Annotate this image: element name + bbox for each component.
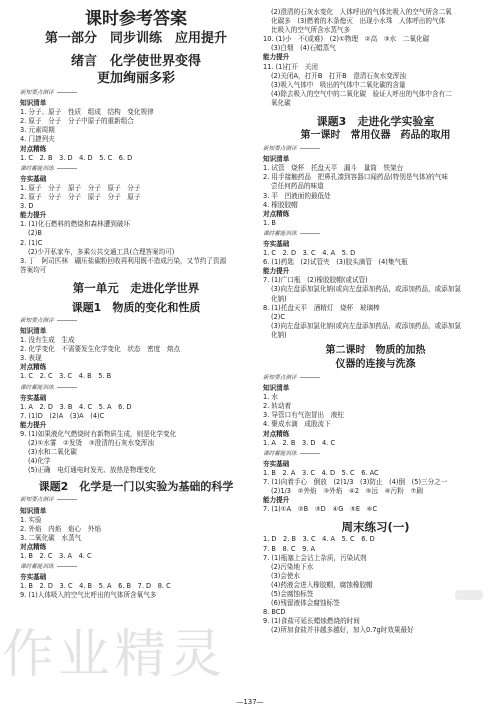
section-heading: 第一部分 同步训练 应用提升 [44,31,227,46]
answer-line: (2)①水雾 ②发烫 ③澄清的石灰水变浑浊 [28,439,154,448]
answer-line: (3)水和二氧化碳 [28,448,77,457]
answer-line: (2)1/3 ②外焰 ③外焰 ④2 ⑤远 ⑥污粉 ⑦刷 [271,487,423,496]
answer-line: 氧化碳 [271,98,291,107]
section-banner: 课时蓄能训练 [20,384,252,393]
banner-rule [300,148,320,149]
answer-line: 7. (1)向着手心 倒放 (2)1/3 (3)防止 (4)倒 (5)三分之一 [263,478,448,487]
answer-line: 1. B 2. A 3. C 4. D 5. C 6. AC [263,468,379,477]
answer-line: 4. 门捷列夫 [20,135,55,144]
answer-line: 1. C 2. B 3. D 4. D 5. C 6. D [20,153,133,162]
subsection-label: 知识清单 [263,384,290,393]
banner-rule [57,387,77,388]
answer-line: 1. 没有生成 生成 [20,336,75,345]
answer-line: 1. C 2. C 3. C 4. B 5. B [20,372,112,381]
answer-line: 7. (1)瓶塞上会沾上杂质，污染试剂 [263,553,367,562]
subsection-label: 知识清单 [20,326,47,335]
subsection-label: 知识清单 [20,506,47,515]
answer-line: 11. (1)打开 关闭 [263,62,318,71]
answer-line: 尝任何药品的味道 [271,182,324,191]
banner-rule [57,92,77,93]
section-banner: 课时蓄能训练 [263,450,488,459]
answer-line: (4)除去吸入的空气中的二氧化碳 验证人呼出的气体中含有二 [271,89,452,98]
section-heading: 周末练习(一) [341,520,410,535]
answer-line: (5)正确 电灯通电时发光、放热是物理变化 [28,466,157,475]
answer-line: (3)向左盘添加氯化钠(或向左盘添加药品，或添加药品，或添加氯 [271,321,461,330]
answer-line: 化钠) [271,294,287,303]
section-banner: 新知要点测评 [263,374,488,383]
answer-line: 3. 二氧化碳 水蒸气 [20,533,82,542]
section-heading: 第一单元 走进化学世界 [72,280,200,295]
answer-line: 3. 表现 [20,354,42,363]
left-column [20,8,252,601]
section-heading: 仪器的连接与洗涤 [335,359,416,370]
answer-line: 1. A 2. B 3. D 4. C [263,438,336,447]
page-corner-mark [455,590,483,600]
answer-line: 7. (1)D (2)A (3)A (4)C [20,411,105,420]
answer-line: (2)污染地下水 [271,562,314,571]
answer-line: 1. C 2. D 3. C 4. A 5. D [263,249,356,258]
subsection-label: 知识清单 [263,155,290,164]
watermark: 作业精灵 [2,625,227,685]
answer-line: (4)化学 [28,457,51,466]
answer-line: 8. BCD [263,608,286,617]
answer-line: 9. (1)人体吸入的空气比呼出的气体所含氧气多 [20,591,157,600]
banner-rule [57,499,77,500]
section-banner: 课时蓄能训练 [20,563,252,572]
subsection-label: 夯实基础 [20,573,47,582]
answer-line: 1. A 2. D 3. B 4. C 5. A 6. D [20,402,132,411]
answer-line: 4. 聚成水滴 成股流下 [263,420,331,429]
page-number: —137— [236,698,264,706]
answer-line: 6. (1)药匙 (2)试管夹 (3)胶头滴管 (4)集气瓶 [263,258,408,267]
banner-rule [57,566,77,567]
answer-line: 1. 实验 [20,515,42,524]
answer-line: 1. (1)化石燃料的燃烧和森林遭到破坏 [20,220,131,229]
answer-line: 2. 外焰 内焰 焰心 外焰 [20,524,101,533]
answer-line: 8. (1)托盘天平 酒精灯 烧杯 玻璃棒 [263,303,380,312]
subsection-label: 夯实基础 [20,174,47,183]
section-heading: 绪言 化学使世界变得 [70,54,201,69]
answer-line: 2. 用手接触药品 把鼻孔凑到容器口闻药品(特别是气体)的气味 [263,173,448,182]
section-heading: 课题2 化学是一门以实验为基础的科学 [38,480,234,494]
answer-line: 9. (1)如果液化气燃烧时有新物质生成，则是化学变化 [20,430,177,438]
answer-line: (2)关闭A，打开B 打开B 澄清石灰水变浑浊 [271,71,406,80]
section-banner: 新知要点测评 [20,317,252,326]
answer-line: 1. 试管 烧杯 托盘天平 漏斗 量筒 铁架台 [263,164,404,173]
subsection-label: 对点精练 [20,363,47,372]
answer-line: 1. B 2. D 3. C 4. B 5. A 6. B 7. D 8. C [20,582,171,591]
answer-line: 1. B [263,218,276,227]
subsection-label: 对点精练 [263,429,290,438]
answer-line: (3)会使水 [271,571,301,580]
section-heading: 第一课时 常用仪器 药品的取用 [300,130,451,142]
subsection-label: 能力提升 [263,53,290,62]
answer-line: 2. 原子 分子 分子中原子的重新组合 [20,117,134,126]
section-banner: 新知要点测评 [20,89,252,98]
answer-line: 7. (1)①A ②B ③D ④G ⑤E ⑥C [263,505,378,514]
answer-line: 化钠) [271,330,287,339]
answer-line: 2. (1)C [20,238,43,247]
answer-line: 化碳多 (3)燃着的木条熄灭 出现小水珠 人体呼出的气体 [271,17,446,26]
banner-rule [300,377,320,378]
subsection-label: 夯实基础 [263,239,290,248]
subsection-label: 对点精练 [263,209,290,218]
answer-line: 1. B 2. C 3. A 4. C [20,552,92,561]
section-heading: 更加绚丽多彩 [96,71,175,86]
answer-line: 3. D [20,202,34,211]
answer-line: (2)澄清的石灰水变化 人体呼出的气体比吸入的空气所含二氧 [271,8,452,16]
answer-line: 10. (1)小 不(或难) (2)①物理 ②高 ③水 二氧化碳 [263,35,430,44]
section-heading: 课题3 走进化学实验室 [316,115,435,129]
answer-line: 9. (1)食盐可延长蜡烛燃烧的时间 [263,617,360,626]
answer-line: (2)少开私家车，多乘公共交通工具(合理答案均可) [28,247,175,256]
answer-line: (3)向左盘添加氯化钠(或向左盘添加药品，或添加药品，或添加氯 [271,285,461,294]
answer-line: 3. 元素周期 [20,126,55,135]
section-banner: 课时蓄能训练 [20,165,252,174]
banner-rule [300,453,320,454]
section-heading: 课时参考答案 [85,9,187,29]
answer-line: 2. 转动着 [263,402,292,411]
section-banner: 课时蓄能训练 [263,230,488,239]
subsection-label: 夯实基础 [263,459,290,468]
answer-line: 7. B 8. C 9. A [263,544,315,553]
answer-line: (2)B [28,229,42,238]
answer-line: 1. 分子、原子 性质 组成 结构 变化规律 [20,108,154,117]
subsection-label: 能力提升 [20,420,47,429]
answer-line: (3)吸入气体中 吸出的气体中二氧化碳的含量 [271,80,406,89]
answer-line: (2)所加食盐并非越多越好，加入0.7g时效果最好 [271,626,414,635]
answer-line: 1. D 2. B 3. C 4. A 5. C 6. D [263,535,375,544]
answer-line: (5)会腐蚀标签 [271,589,314,598]
subsection-label: 夯实基础 [20,393,47,402]
answer-line: (6)残留液体会腐蚀标签 [271,599,340,608]
answer-line: 比吸入的空气所含水蒸气多 [271,26,351,35]
banner-rule [300,233,320,234]
answer-line: 3. 丁 阿司匹林 硼压盐碳粉回收再利用既不造成污染，又节约了资源 [20,256,227,265]
section-banner: 新知要点测评 [20,496,252,505]
subsection-label: 能力提升 [263,267,290,276]
answer-line: (3)白烟 (4)石蜡蒸气 [271,44,336,53]
subsection-label: 知识清单 [20,99,47,108]
answer-line: 1. 原子 分子 原子 分子 原子 分子 [20,183,141,192]
answer-line: 3. 导管口有气泡冒出 液柱 [263,411,344,420]
subsection-label: 对点精练 [20,542,47,551]
answer-line: 2. 化学变化 不需要发生化学变化 状态 密度 熔点 [20,345,181,354]
answer-line: 7. (1)广口瓶 (2)橡胶胶帽(或试管) [263,276,368,285]
subsection-label: 能力提升 [263,496,290,505]
subsection-label: 能力提升 [20,211,47,220]
section-banner: 新知要点测评 [263,145,488,154]
answer-line: 4. 橡胶胶帽 [263,200,298,209]
answer-line: 答案均可 [20,265,47,274]
right-column [263,8,488,635]
answer-line: 1. 水 [263,393,278,402]
banner-rule [57,320,77,321]
banner-rule [57,168,77,169]
answer-line: (2)C [271,312,285,321]
answer-line: (4)药液会进入橡胶帽，腐蚀橡胶帽 [271,580,373,589]
section-heading: 第二课时 物质的加热 [325,345,426,356]
subsection-label: 对点精练 [20,144,47,153]
answer-line: 3. 平 凹液面的最低处 [263,191,331,200]
answer-line: 2. 原子 分子 分子 原子 分子 原子 [20,193,141,202]
section-heading: 课题1 物质的变化和性质 [71,300,201,314]
